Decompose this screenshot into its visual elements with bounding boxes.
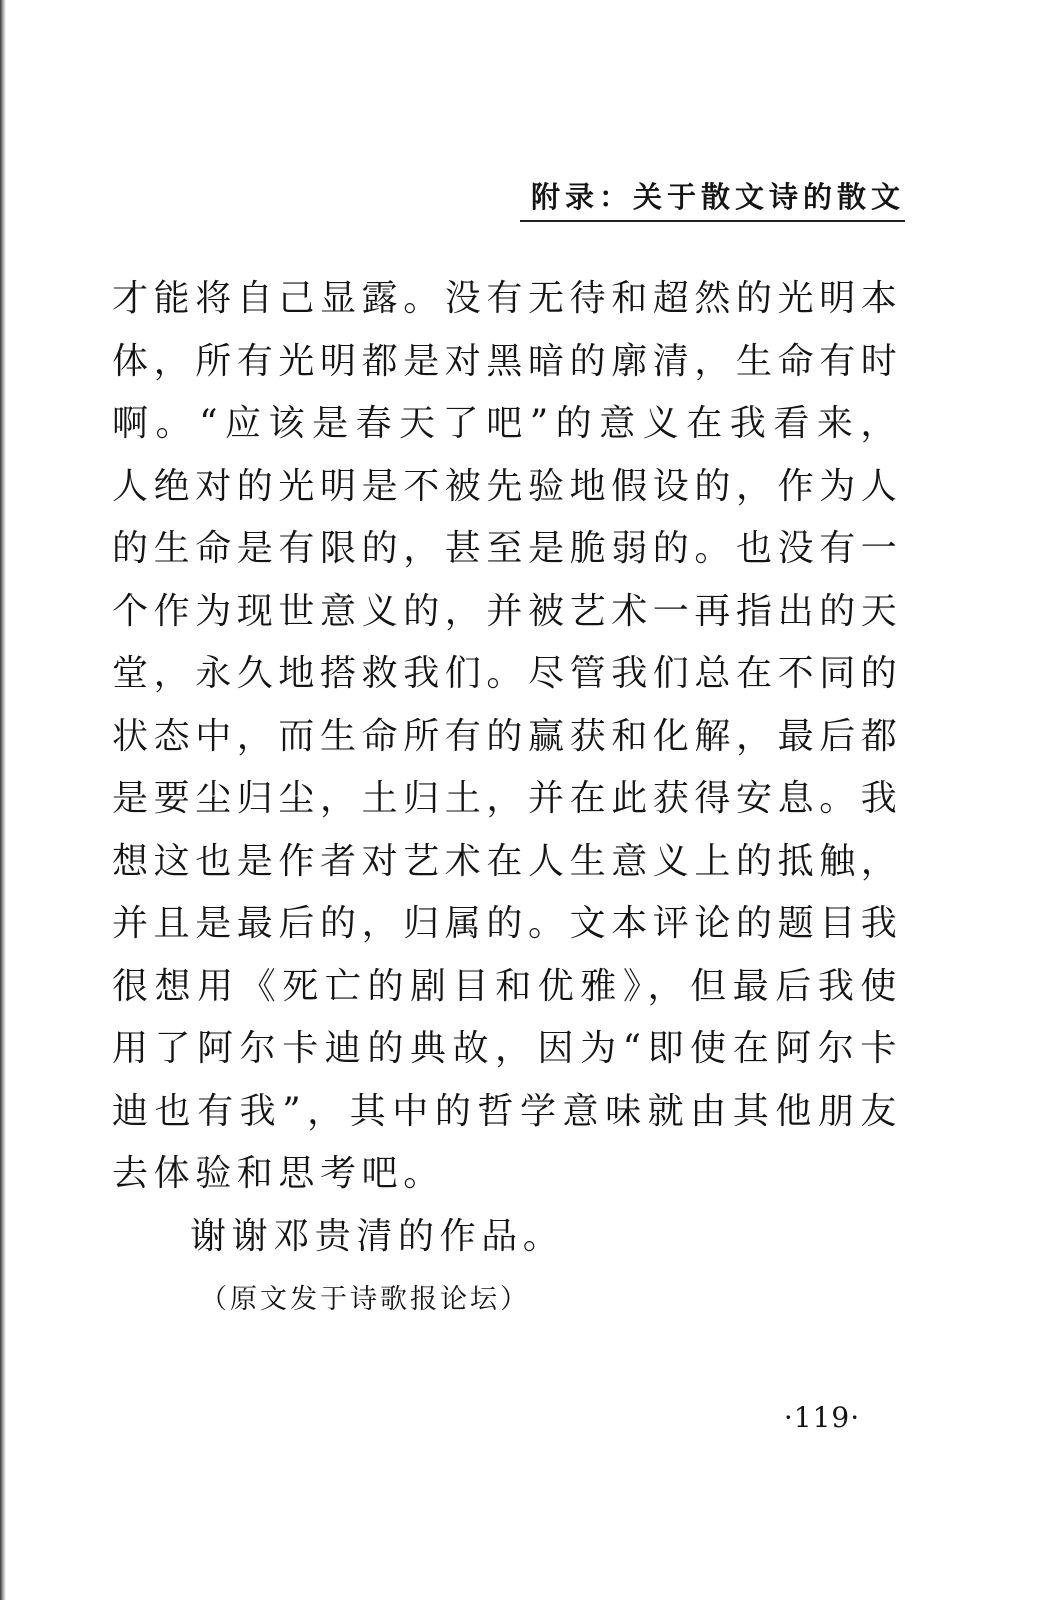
- text-line: 堂，永久地搭救我们。尽管我们总在不同的: [112, 653, 903, 694]
- text-line: 啊。“应该是春天了吧”的意义在我看来，: [112, 403, 902, 444]
- source-note: （原文发于诗歌报论坛）: [200, 1284, 530, 1315]
- scan-edge-shadow: [0, 0, 6, 1600]
- running-header: 附录：关于散文诗的散文: [520, 178, 905, 222]
- text-line: 体，所有光明都是对黑暗的廓清，生命有时: [112, 340, 903, 382]
- page-number: ·119·: [783, 1401, 861, 1434]
- text-line: 想这也是作者对艺术在人生意义上的抵触，: [112, 840, 903, 882]
- text-line: 才能将自己显露。没有无待和超然的光明本: [112, 278, 903, 319]
- body-text: [112, 268, 902, 1268]
- text-line: 的生命是有限的，甚至是脆弱的。也没有一: [112, 528, 903, 569]
- text-line: 是要尘归尘，土归土，并在此获得安息。我: [112, 778, 903, 819]
- text-line: 很想用《死亡的剧目和优雅》，但最后我使: [112, 965, 902, 1007]
- text-line: 迪也有我”，其中的哲学意味就由其他朋友: [112, 1090, 902, 1132]
- thanks-paragraph: 谢谢邓贵清的作品。: [190, 1215, 565, 1257]
- text-line: 个作为现世意义的，并被艺术一再指出的天: [112, 590, 903, 632]
- text-line: 人绝对的光明是不被先验地假设的，作为人: [112, 465, 903, 507]
- text-line-last: 去体验和思考吧。: [112, 1153, 445, 1194]
- text-line: 并且是最后的，归属的。文本评论的题目我: [112, 903, 903, 944]
- text-line: 状态中，而生命所有的赢获和化解，最后都: [112, 715, 903, 757]
- text-line: 用了阿尔卡迪的典故，因为“即使在阿尔卡: [112, 1028, 902, 1069]
